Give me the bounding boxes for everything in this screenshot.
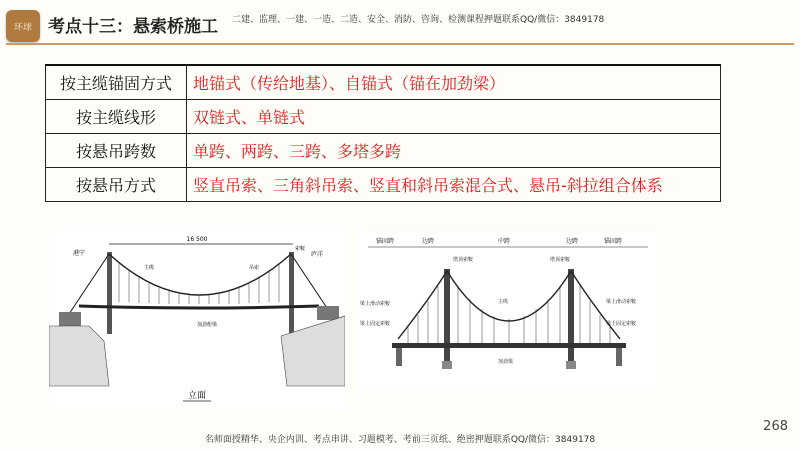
row-value: 竖直吊索、三角斜吊索、竖直和斜吊索混合式、悬吊-斜拉组合体系 bbox=[187, 168, 721, 202]
suspension-bridge-elevation-figure bbox=[49, 226, 345, 411]
row-key: 按悬吊方式 bbox=[46, 168, 187, 202]
right-side-cable bbox=[571, 271, 620, 339]
self-anchored-bridge-figure bbox=[358, 231, 658, 391]
girder-label: 加劲梁 bbox=[498, 359, 514, 365]
table-row bbox=[46, 134, 721, 168]
header bbox=[0, 0, 800, 44]
footer-banner: 名师面授精华、央企内训、考点串讲、习题模考、考前三页纸、绝密押题联系QQ/微信：3849178 bbox=[204, 435, 596, 445]
table-row bbox=[46, 100, 721, 134]
table-row bbox=[46, 65, 721, 100]
left-side-span-label: 边跨 bbox=[422, 238, 435, 245]
figure-caption: 立面 bbox=[187, 391, 207, 401]
hanger-label: 吊索 bbox=[249, 265, 260, 271]
page-title: 考点十三：悬索桥施工 bbox=[48, 17, 218, 37]
left-anchor-span-label: 锚固跨 bbox=[376, 238, 395, 245]
bridge-elevation-svg bbox=[49, 226, 345, 411]
right-sliding-saddle-label: 梁上滑动索鞍 bbox=[606, 299, 637, 305]
row-value: 地锚式（传给地基）、自锚式（锚在加劲梁） bbox=[187, 65, 721, 100]
right-fixed-saddle-label: 梁上固定索鞍 bbox=[606, 321, 637, 327]
main-cable bbox=[447, 271, 571, 321]
girder-label: 加劲桁梁 bbox=[197, 322, 218, 328]
table-row bbox=[46, 168, 721, 202]
left-anchorage bbox=[59, 312, 81, 326]
left-terrain bbox=[49, 326, 109, 386]
left-sliding-saddle-label: 梁上滑动索鞍 bbox=[360, 301, 391, 307]
left-tower bbox=[107, 252, 112, 334]
hangers bbox=[408, 286, 610, 343]
left-saddle-label: 塔顶索鞍 bbox=[453, 257, 474, 263]
row-key: 按悬吊跨数 bbox=[46, 134, 187, 168]
right-anchorage bbox=[317, 306, 339, 320]
left-fixed-saddle-label: 梁上固定索鞍 bbox=[360, 321, 391, 327]
right-shore-label: 庐洋 bbox=[311, 251, 324, 258]
row-key: 按主缆线形 bbox=[46, 100, 187, 134]
self-anchored-svg bbox=[358, 231, 658, 391]
classification-table bbox=[45, 64, 721, 202]
left-side-cable bbox=[398, 271, 447, 339]
right-saddle-label: 塔顶索鞍 bbox=[550, 257, 571, 263]
right-backstay bbox=[291, 254, 327, 308]
row-value: 双链式、单链式 bbox=[187, 100, 721, 134]
right-anchor-span-label: 锚固跨 bbox=[604, 238, 623, 245]
header-divider bbox=[6, 43, 794, 45]
cable-label: 主缆 bbox=[144, 265, 155, 271]
brand-logo: 环球 bbox=[6, 10, 40, 42]
main-span-label: 中跨 bbox=[498, 238, 511, 245]
page-number: 268 bbox=[763, 419, 788, 434]
span-dimension: 16 500 bbox=[186, 236, 208, 243]
stiffening-girder bbox=[392, 343, 626, 348]
row-key: 按主缆锚固方式 bbox=[46, 65, 187, 100]
main-cable bbox=[109, 254, 291, 295]
row-value: 单跨、两跨、三跨、多塔多跨 bbox=[187, 134, 721, 168]
right-side-span-label: 边跨 bbox=[566, 238, 579, 245]
stiffening-girder bbox=[79, 306, 319, 308]
top-banner: 二建、监理、一建、一造、二造、安全、消防、咨询、检测课程押题联系QQ/微信：3849178 bbox=[232, 15, 605, 25]
right-tower bbox=[289, 252, 294, 334]
cable-label: 主缆 bbox=[498, 299, 509, 305]
left-shore-label: 港宁 bbox=[73, 250, 86, 257]
saddle-label: 索鞍 bbox=[295, 246, 306, 252]
